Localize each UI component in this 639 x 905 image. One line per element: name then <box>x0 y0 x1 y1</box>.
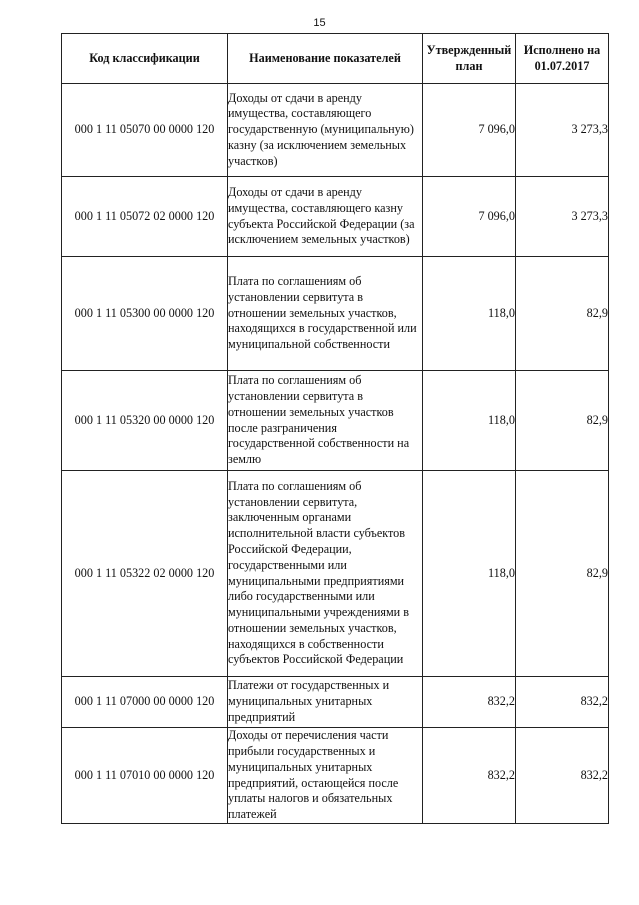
table-row <box>62 371 609 471</box>
row-code: 000 1 11 05070 00 0000 120 <box>62 84 228 177</box>
table-row <box>62 677 609 728</box>
table-row <box>62 257 609 371</box>
table-header-row <box>62 34 609 84</box>
row-done: 3 273,3 <box>516 84 609 177</box>
row-code: 000 1 11 05300 00 0000 120 <box>62 257 228 371</box>
table-row <box>62 177 609 257</box>
revenue-table <box>61 33 609 824</box>
page-number: 15 <box>313 17 326 29</box>
row-plan: 118,0 <box>423 371 516 471</box>
header-name: Наименование показателей <box>228 34 423 84</box>
row-done: 832,2 <box>516 728 609 824</box>
row-plan: 118,0 <box>423 471 516 677</box>
row-plan: 7 096,0 <box>423 177 516 257</box>
row-name: Плата по соглашениям об установлении сервитута в отношении земельных участков после разграничения государственной собственности на землю <box>228 371 423 471</box>
header-done: Исполнено на 01.07.2017 <box>516 34 609 84</box>
row-name: Плата по соглашениям об установлении сервитута в отношении земельных участков, находящихся в государственной или муниципальной собственности <box>228 257 423 371</box>
row-done: 82,9 <box>516 471 609 677</box>
row-name: Платежи от государственных и муниципальных унитарных предприятий <box>228 677 423 728</box>
row-name: Доходы от сдачи в аренду имущества, составляющего государственную (муниципальную) казну (за исключением земельных участков) <box>228 84 423 177</box>
row-plan: 832,2 <box>423 677 516 728</box>
row-code: 000 1 11 07010 00 0000 120 <box>62 728 228 824</box>
header-code: Код классификации <box>62 34 228 84</box>
row-plan: 832,2 <box>423 728 516 824</box>
row-code: 000 1 11 05322 02 0000 120 <box>62 471 228 677</box>
row-done: 82,9 <box>516 371 609 471</box>
row-code: 000 1 11 05072 02 0000 120 <box>62 177 228 257</box>
row-done: 832,2 <box>516 677 609 728</box>
row-plan: 7 096,0 <box>423 84 516 177</box>
row-code: 000 1 11 07000 00 0000 120 <box>62 677 228 728</box>
table-row <box>62 728 609 824</box>
row-plan: 118,0 <box>423 257 516 371</box>
row-name: Плата по соглашениям об установлении сервитута, заключенным органами исполнительной власти субъектов Российской Федерации, государственными или муниципальными предприятиями либо государственными или муниципальными учреждениями в отношении земельных участков, находящихся в собственности субъектов Российской Федерации <box>228 471 423 677</box>
table-row <box>62 471 609 677</box>
row-name: Доходы от перечисления части прибыли государственных и муниципальных унитарных предприятий, остающейся после уплаты налогов и обязательных платежей <box>228 728 423 824</box>
row-name: Доходы от сдачи в аренду имущества, составляющего казну субъекта Российской Федерации (за исключением земельных участков) <box>228 177 423 257</box>
header-plan: Утвержденный план <box>423 34 516 84</box>
row-done: 82,9 <box>516 257 609 371</box>
row-done: 3 273,3 <box>516 177 609 257</box>
table-row <box>62 84 609 177</box>
row-code: 000 1 11 05320 00 0000 120 <box>62 371 228 471</box>
